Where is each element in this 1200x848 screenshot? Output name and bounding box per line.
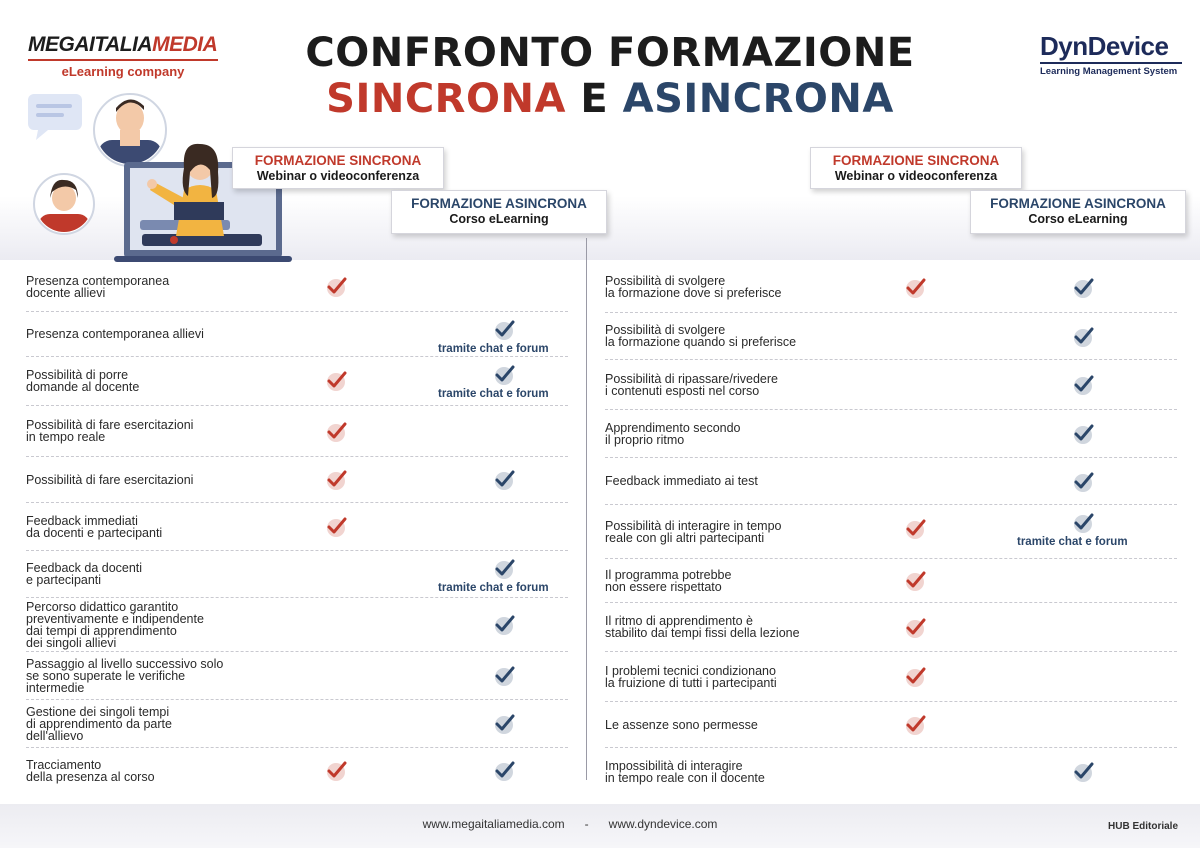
right-table-row [605,410,1177,458]
right-table-row [605,262,1177,313]
row-label: Possibilità di svolgere la formazione dove si preferisce [605,274,782,300]
row-label: I problemi tecnici condizionano la fruizione di tutti i partecipanti [605,663,777,690]
row-label: Possibilità di interagire in tempo reale con gli altri partecipanti [605,518,782,545]
left-table-row [26,598,568,652]
left-table-row [26,700,568,748]
header-async-subtitle: Corso eLearning [1028,212,1128,226]
row-label: Il programma potrebbe non essere rispettato [605,567,732,594]
title-sincrona: SINCRONA [326,76,566,122]
row-label: Possibilità di fare esercitazioni [26,472,194,487]
dyndevice-subtitle: Learning Management System [1040,66,1178,77]
right-table-row [605,313,1177,360]
row-label: Il ritmo di apprendimento è stabilito dai tempi fissi della lezione [605,614,800,640]
row-label: Possibilità di svolgere la formazione quando si preferisce [605,323,797,349]
right-table-row [605,652,1177,702]
sync-check-icon [324,468,348,492]
sync-check-icon [903,665,927,689]
header-sync-subtitle: Webinar o videoconferenza [256,169,420,183]
async-check-icon [1071,511,1095,535]
megaitaliamedia-logo [28,34,224,79]
header-async-title: FORMAZIONE ASINCRONA [990,196,1166,211]
footer-site-dyndevice[interactable]: www.dyndevice.com [608,817,718,831]
right-table-row [605,603,1177,652]
dyndevice-rule [1040,62,1182,64]
async-check-icon [1071,325,1095,349]
row-label: Tracciamento della presenza al corso [26,758,155,784]
left-table-row [26,551,568,598]
left-table-row [26,457,568,503]
footer-links [360,817,780,831]
header-async-left [391,190,607,234]
logo-subtitle: eLearning company [61,64,185,79]
dyndevice-wordmark: DynDevice [1040,31,1169,61]
sync-check-icon [324,275,348,299]
sync-check-icon [903,276,927,300]
async-note: tramite chat e forum [438,343,549,355]
sync-check-icon [903,713,927,737]
row-label: Possibilità di ripassare/rivedere i contenuti esposti nel corso [605,371,778,398]
left-table-row [26,312,568,357]
sync-check-icon [324,420,348,444]
column-divider [586,238,587,780]
sync-check-icon [903,569,927,593]
right-table-row [605,458,1177,505]
header-sync-left [232,147,444,189]
row-label: Feedback immediato ai test [605,474,758,488]
row-label: Apprendimento secondo il proprio ritmo [605,420,741,447]
row-label: Percorso didattico garantito preventivamente e indipendente dai tempi di apprendimento dei singoli allievi [26,599,204,650]
left-table-row [26,357,568,406]
logo-wordmark [28,34,224,56]
async-check-icon [492,468,516,492]
async-check-icon [1071,276,1095,300]
logo-brand-a: MEGAITALIA [28,33,153,56]
row-label: Feedback da docenti e partecipanti [26,561,143,587]
title-line2 [230,76,990,122]
async-check-icon [492,557,516,581]
row-label: Presenza contemporanea allievi [26,327,204,341]
right-table-row [605,702,1177,748]
row-label: Possibilità di fare esercitazioni in tempo reale [26,418,194,444]
title-e: E [580,76,609,122]
left-table-row [26,652,568,700]
title-line1: CONFRONTO FORMAZIONE [305,30,915,76]
footer-separator: - [584,817,589,831]
async-check-icon [1071,470,1095,494]
header-sync-title: FORMAZIONE SINCRONA [832,153,1000,168]
logo-brand-b: MEDIA [152,33,218,56]
header-sync-right [810,147,1022,189]
async-check-icon [492,613,516,637]
async-check-icon [1071,373,1095,397]
async-note: tramite chat e forum [438,582,549,594]
header-async-subtitle: Corso eLearning [449,212,549,226]
right-table-row [605,559,1177,603]
row-label: Le assenze sono permesse [605,717,758,732]
page-title [230,30,990,122]
async-check-icon [492,318,516,342]
header-sync-subtitle: Webinar o videoconferenza [834,169,998,183]
title-asincrona: ASINCRONA [622,76,894,122]
row-label: Impossibilità di interagire in tempo reale con il docente [605,759,765,785]
row-label: Passaggio al livello successivo solo se sono superate le verifiche intermedie [26,656,224,695]
footer-site-megaitalia[interactable]: www.megaitaliamedia.com [422,817,565,831]
row-label: Possibilità di porre domande al docente [26,368,140,394]
right-table-row [605,505,1177,559]
async-note: tramite chat e forum [438,388,549,400]
left-table-row [26,503,568,551]
async-note: tramite chat e forum [1017,536,1128,548]
async-check-icon [492,759,516,783]
sync-check-icon [324,759,348,783]
sync-check-icon [324,369,348,393]
row-label: Presenza contemporanea docente allievi [26,273,170,300]
async-check-icon [492,363,516,387]
header-async-title: FORMAZIONE ASINCRONA [411,196,587,211]
left-table-row [26,406,568,457]
dyndevice-logo [1040,32,1182,77]
async-check-icon [492,712,516,736]
right-table-row [605,360,1177,410]
footer-hub: HUB Editoriale [1108,821,1179,832]
async-check-icon [1071,760,1095,784]
sync-check-icon [903,616,927,640]
header-sync-title: FORMAZIONE SINCRONA [254,153,422,168]
async-check-icon [492,664,516,688]
header-async-right [970,190,1186,234]
right-table-row [605,748,1177,796]
logo-rule [28,59,218,61]
sync-check-icon [324,515,348,539]
left-table-row [26,262,568,312]
sync-check-icon [903,517,927,541]
async-check-icon [1071,422,1095,446]
row-label: Gestione dei singoli tempi di apprendimento da parte dell'allievo [26,704,172,743]
left-table-row [26,748,568,794]
row-label: Feedback immediati da docenti e partecipanti [26,513,163,540]
